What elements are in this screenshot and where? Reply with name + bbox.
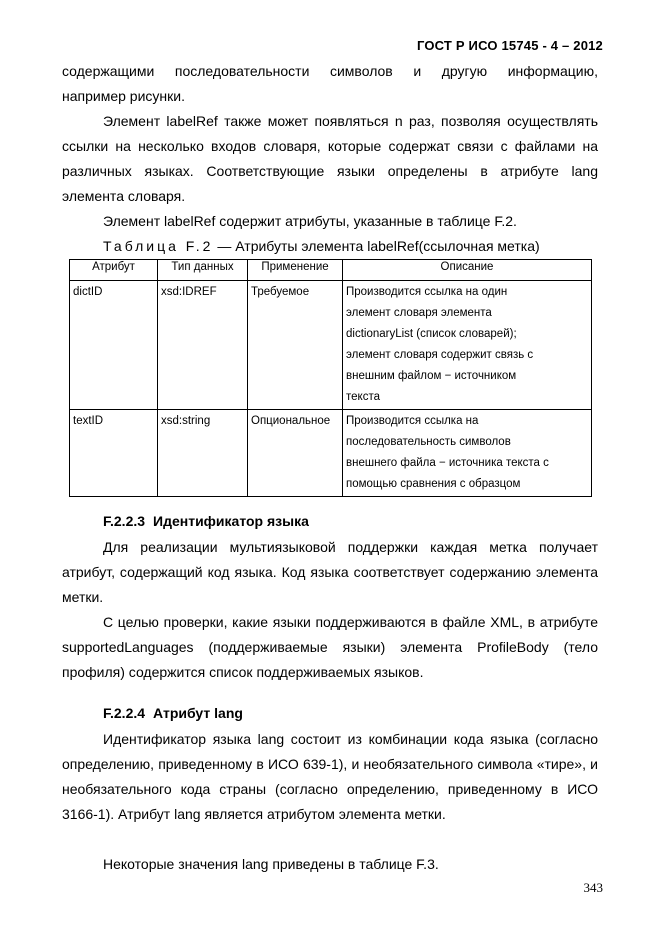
section-heading-lang-attribute — [103, 705, 243, 721]
cell-attr: textID — [70, 410, 158, 497]
paragraph-labelref-repeat: Элемент labelRef также может появляться n раз, позволяя осуществлять ссылки на несколько входов словаря, которые содержат связи с файлами на различных языках. Соответствующие языки определены в атрибуте lang элемента словаря. — [62, 113, 598, 204]
desc-line: элемент словаря элемента — [346, 307, 492, 319]
section-number: F.2.2.4 — [103, 705, 146, 721]
section-title: Атрибут lang — [153, 705, 243, 721]
desc-line: элемент словаря содержит связь с — [346, 349, 534, 361]
desc-line: внешним файлом − источником — [346, 370, 517, 382]
header-usage: Применение — [248, 260, 343, 281]
desc-line: последовательность символов — [346, 436, 511, 448]
paragraph-multilanguage: Для реализации мультиязыковой поддержки каждая метка получает атрибут, содержащий код языка. Код языка соответствует содержанию элемента метки. — [62, 539, 598, 605]
desc-line: помощью сравнения с образцом — [346, 478, 521, 490]
attributes-table — [69, 259, 592, 497]
paragraph-supported-languages: С целью проверки, какие языки поддерживаются в файле XML, в атрибуте supportedLanguages (поддерживаемые языки) элемента ProfileBody (тело профиля) содержится список поддерживаемых языков. — [62, 614, 598, 680]
table-row — [70, 410, 592, 497]
header-attribute: Атрибут — [70, 260, 158, 281]
section-heading-language-id — [103, 513, 309, 529]
cell-attr: dictID — [70, 281, 158, 410]
table-row — [70, 281, 592, 410]
cell-desc — [343, 281, 592, 410]
cell-desc — [343, 410, 592, 497]
cell-use: Требуемое — [248, 281, 343, 410]
header-datatype: Тип данных — [158, 260, 248, 281]
standard-header: ГОСТ Р ИСО 15745 - 4 – 2012 — [416, 38, 603, 53]
paragraph-continuation-line: содержащими последовательности символов и другую информацию, — [62, 63, 598, 79]
cell-type: xsd:string — [158, 410, 248, 497]
paragraph-labelref-attributes: Элемент labelRef содержит атрибуты, указанные в таблице F.2. — [103, 213, 517, 229]
desc-line: dictionaryList (список словарей); — [346, 328, 517, 340]
paragraph-lang-values: Некоторые значения lang приведены в таблице F.3. — [103, 856, 439, 872]
page-number: 343 — [583, 880, 603, 895]
header-description: Описание — [343, 260, 592, 281]
paragraph-lang-composition: Идентификатор языка lang состоит из комбинации кода языка (согласно определению, приведенному в ИСО 639-1), и необязательного символа «тире», и необязательного кода страны (согласно определению, приведенному в ИСО 3166-1). Атрибут lang является атрибутом элемента метки. — [62, 731, 598, 822]
table-caption-label: Таблица F.2 — [103, 238, 214, 254]
paragraph-continuation-end: например рисунки. — [62, 88, 185, 104]
desc-line: внешнего файла − источника текста с — [346, 457, 549, 469]
section-title: Идентификатор языка — [153, 513, 309, 529]
desc-line: Производится ссылка на один — [346, 286, 508, 298]
section-number: F.2.2.3 — [103, 513, 146, 529]
cell-use: Опциональное — [248, 410, 343, 497]
desc-line: Производится ссылка на — [346, 415, 479, 427]
cell-type: xsd:IDREF — [158, 281, 248, 410]
table-caption-text: — Атрибуты элемента labelRef(ссылочная метка) — [217, 238, 540, 254]
table-header-row — [70, 260, 592, 281]
desc-line: текста — [346, 391, 380, 403]
table-caption — [103, 237, 540, 255]
